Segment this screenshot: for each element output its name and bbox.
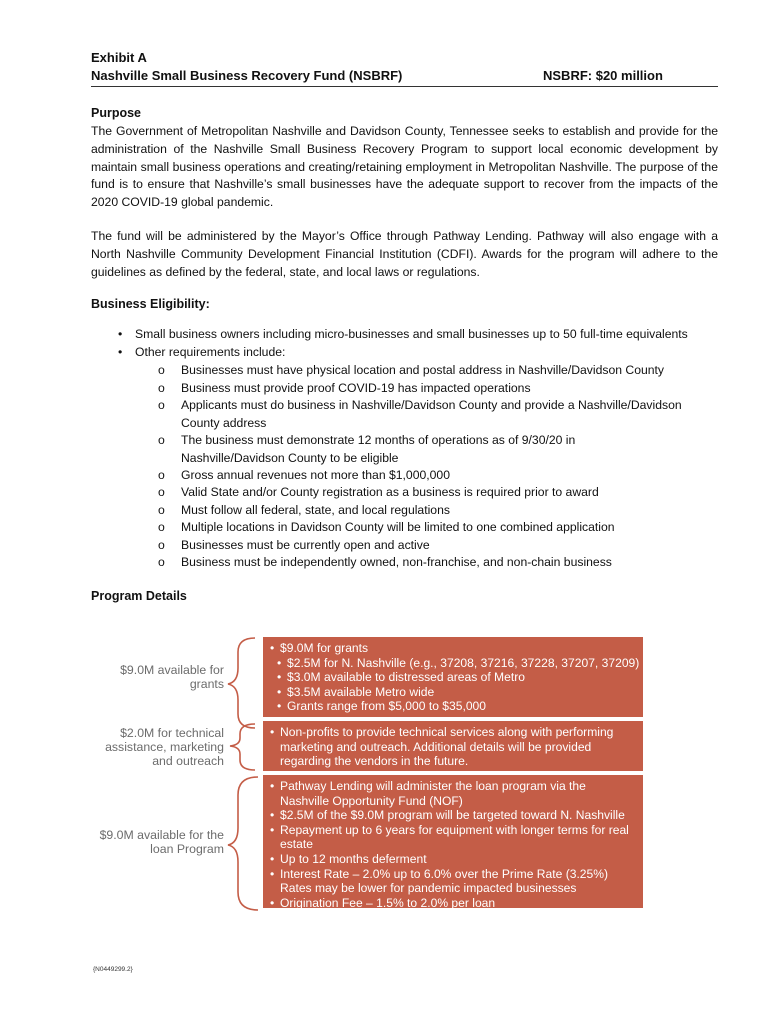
grants-label: $9.0M available for grants	[120, 663, 224, 691]
loan-item	[270, 808, 637, 823]
sub-item-text: Applicants must do business in Nashville/Davidson County and provide a Nashville/Davidson County address	[181, 398, 682, 430]
sub-bullet-symbol: o	[158, 363, 165, 377]
purpose-paragraph-2: The fund will be administered by the Mayor’s Office through Pathway Lending. Pathway will also engage with a North Nashville Community Development Financial Institution (CDFI). Awards for the program will adhere to the guidelines as defined by the federal, state, and local laws or regulations.	[91, 229, 718, 279]
sub-item-text: Must follow all federal, state, and local regulations	[181, 503, 450, 517]
grants-item-text: $2.5M for N. Nashville (e.g., 37208, 37216, 37228, 37207, 37209)	[287, 655, 640, 670]
grants-item	[277, 655, 640, 671]
bullet-symbol: •	[118, 345, 123, 359]
loan-item-text: Pathway Lending will administer the loan program via the Nashville Opportunity Fund (NOF)	[280, 779, 586, 808]
sub-bullet-symbol: o	[158, 520, 165, 534]
technical-box	[263, 721, 643, 771]
sub-bullet-symbol: o	[158, 503, 165, 517]
sub-bullet-symbol: o	[158, 398, 165, 412]
loan-item	[270, 867, 637, 896]
technical-item	[270, 725, 637, 769]
technical-brace	[230, 724, 255, 770]
sub-bullet-symbol: o	[158, 485, 165, 499]
eligibility-bullet-text: Other requirements include:	[135, 345, 286, 359]
box-bullet: •	[270, 895, 275, 910]
box-bullet: •	[270, 808, 275, 823]
sub-item-text: Valid State and/or County registration as a business is required prior to award	[181, 485, 599, 499]
grants-box	[263, 637, 643, 717]
fund-name: Nashville Small Business Recovery Fund (NSBRF)	[91, 68, 403, 83]
box-bullet: •	[270, 779, 275, 793]
sub-item-text: Gross annual revenues not more than $1,000,000	[181, 468, 450, 482]
box-bullet: •	[277, 670, 282, 685]
grants-brace	[228, 638, 255, 728]
sub-bullet-symbol: o	[158, 468, 165, 482]
loan-brace	[228, 777, 258, 910]
purpose-paragraph-1: The Government of Metropolitan Nashville and Davidson County, Tennessee seeks to establish and provide for the administration of the Nashville Small Business Recovery Program to support local economic development by maintain small business operations and creating/retaining employment in Metropolitan Nashville. The purpose of the fund is to ensure that Nashville’s small businesses have the adequate support to recover from the impacts of the 2020 COVID-19 global pandemic.	[91, 124, 718, 210]
sub-item-text: Business must be independently owned, non-franchise, and non-chain business	[181, 555, 612, 569]
loan-item	[270, 896, 637, 911]
loan-item	[270, 779, 637, 808]
sub-bullet-symbol: o	[158, 555, 165, 569]
technical-item-text: Non-profits to provide technical services along with performing marketing and outreach. Additional details will be provided regarding the vendors in the future.	[280, 725, 614, 769]
box-bullet: •	[277, 655, 282, 670]
box-bullet: •	[270, 725, 275, 739]
box-bullet: •	[277, 699, 282, 714]
loan-item-text: Origination Fee – 1.5% to 2.0% per loan	[280, 895, 496, 910]
sub-bullet-symbol: o	[158, 381, 165, 395]
grants-item	[277, 699, 637, 714]
sub-bullet-symbol: o	[158, 433, 165, 447]
loan-item-text: Up to 12 months deferment	[280, 851, 427, 866]
grants-item-text: $3.5M available Metro wide	[287, 684, 435, 699]
box-bullet: •	[277, 684, 282, 699]
loan-item	[270, 852, 637, 867]
loan-label: $9.0M available for the loan Program	[99, 828, 224, 856]
loan-item	[270, 823, 637, 852]
exhibit-title: Exhibit A	[91, 50, 147, 65]
loan-item-text: Repayment up to 6 years for equipment with longer terms for real estate	[280, 822, 629, 852]
sub-item-text: Businesses must have physical location and postal address in Nashville/Davidson County	[181, 363, 665, 377]
purpose-heading: Purpose	[91, 106, 142, 120]
grants-item-text: $9.0M for grants	[280, 641, 369, 655]
box-bullet: •	[270, 851, 275, 866]
sub-item-text: Businesses must be currently open and active	[181, 538, 430, 552]
bullet-symbol: •	[118, 327, 123, 341]
sub-item-text: The business must demonstrate 12 months of operations as of 9/30/20 in Nashville/Davidson County to be eligible	[181, 433, 576, 465]
program-details-heading: Program Details	[91, 589, 187, 603]
grants-item-text: $3.0M available to distressed areas of Metro	[287, 670, 525, 685]
grants-item	[277, 685, 637, 700]
grants-item-text: Grants range from $5,000 to $35,000	[287, 699, 487, 714]
eligibility-heading: Business Eligibility:	[91, 297, 210, 311]
loan-item-text: Interest Rate – 2.0% up to 6.0% over the Prime Rate (3.25%) Rates may be lower for pandemic impacted businesses	[280, 866, 609, 896]
sub-item-text: Business must provide proof COVID-19 has impacted operations	[181, 381, 531, 395]
box-bullet: •	[270, 641, 275, 655]
document-id-footer: {N0449299.2}	[93, 966, 133, 973]
fund-total: NSBRF: $20 million	[543, 68, 663, 83]
sub-bullet-symbol: o	[158, 538, 165, 552]
box-bullet: •	[270, 822, 275, 837]
eligibility-bullet-text: Small business owners including micro-businesses and small businesses up to 50 full-time equivalents	[135, 327, 688, 341]
technical-label: $2.0M for technical assistance, marketing and outreach	[105, 726, 224, 768]
box-bullet: •	[270, 866, 275, 881]
loan-box	[263, 775, 643, 908]
grants-item	[277, 670, 637, 685]
loan-item-text: $2.5M of the $9.0M program will be targeted toward N. Nashville	[280, 808, 625, 823]
grants-item	[270, 641, 637, 656]
sub-item-text: Multiple locations in Davidson County will be limited to one combined application	[181, 520, 615, 534]
